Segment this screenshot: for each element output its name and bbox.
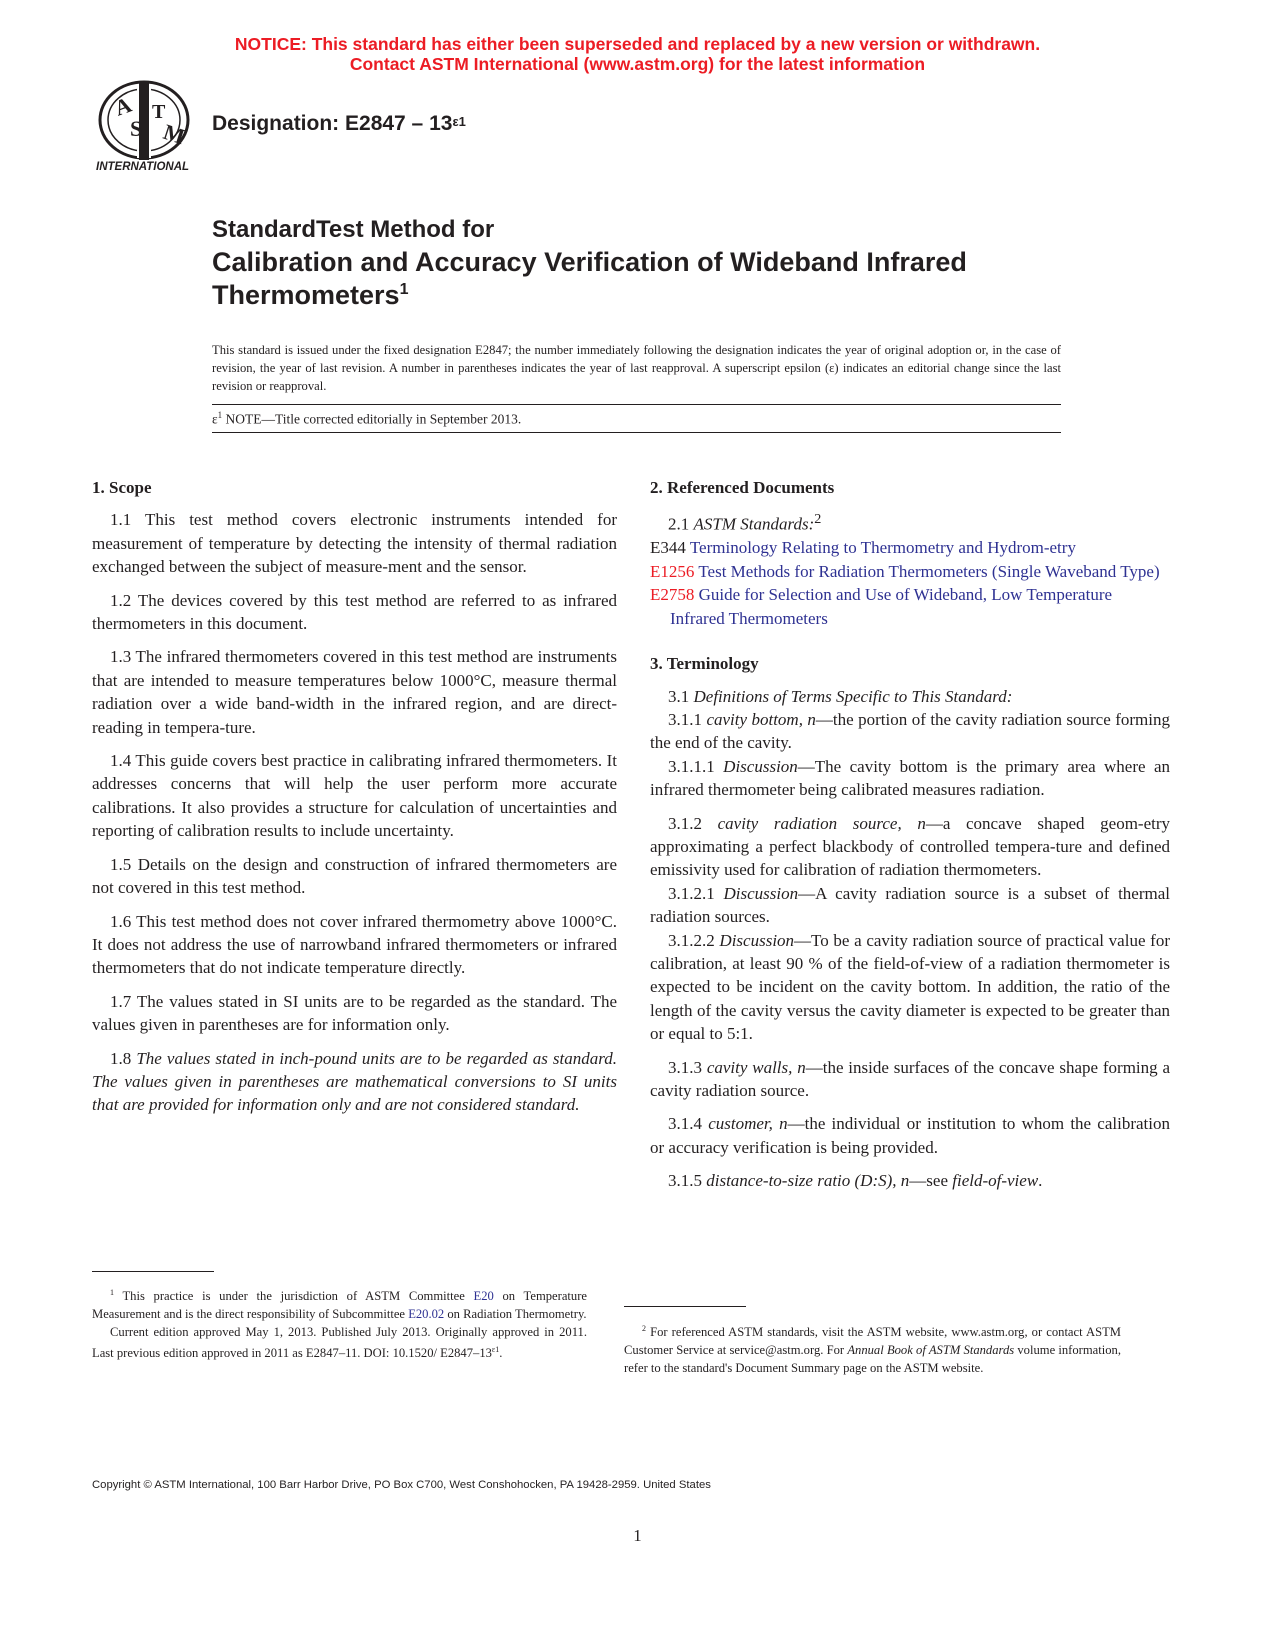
term-end: . bbox=[1038, 1171, 1043, 1191]
reference-link[interactable]: Guide for Selection and Use of Wideband, Low Temperature Infrared Thermometers bbox=[670, 585, 1113, 628]
term-name: customer, n bbox=[708, 1114, 788, 1134]
discussion-label: Discussion bbox=[719, 930, 795, 950]
scope-paragraph-1-2: 1.2 The devices covered by this test method are referred to as infrared thermometers in this document. bbox=[92, 590, 617, 634]
editorial-note-mark-sup: 1 bbox=[217, 410, 223, 420]
scope-paragraph-1-3: 1.3 The infrared thermometers covered in this test method are instruments that are intended to measure temperatures below 1000°C, measure thermal radiation over a wide band-width in the infrared region, and are direct-reading in tempera-ture. bbox=[92, 647, 617, 737]
astm-standards-footnote-mark: 2 bbox=[814, 511, 822, 528]
scope-paragraph-1-8-text: The values stated in inch-pound units are to be regarded as standard. The values given in parentheses are mathematical conversions to SI units that are provided for information only and are not considered standard. bbox=[92, 1048, 617, 1115]
footnote-1-jurisdiction bbox=[92, 1284, 587, 1323]
astm-logo-mark bbox=[92, 80, 204, 178]
term-3-1-2-2 bbox=[650, 929, 1170, 1046]
withdrawal-notice bbox=[0, 34, 1275, 74]
reference-link[interactable]: Test Methods for Radiation Thermometers (Single Waveband Type) bbox=[698, 561, 1160, 581]
committee-link[interactable]: E20 bbox=[473, 1289, 494, 1304]
discussion-label: Discussion bbox=[723, 883, 799, 903]
discussion-text: —A cavity radiation source is a subset of thermal radiation sources. bbox=[650, 883, 1171, 927]
term-number: 3.1 bbox=[668, 686, 694, 706]
footnote-text: on Temperature Measurement and is the direct responsibility of Subcommittee bbox=[92, 1289, 587, 1322]
footnote-approval-text: Current edition approved May 1, 2013. Published July 2013. Originally approved in 2011. Last previous edition approved in 2011 as E2847–11. DOI: 10.1520/ E2847–13 bbox=[92, 1325, 587, 1361]
reference-e344 bbox=[650, 536, 1170, 559]
term-name: cavity bottom, n bbox=[706, 709, 816, 729]
editorial-note-mark: ε bbox=[212, 411, 218, 427]
left-column bbox=[92, 476, 617, 1127]
scope-paragraph-1-8 bbox=[92, 1047, 617, 1117]
term-definition: —see bbox=[909, 1171, 953, 1191]
logo-caption: INTERNATIONAL bbox=[96, 161, 190, 173]
scope-paragraph-1-6: 1.6 This test method does not cover infrared thermometry above 1000°C. It does not address the use of narrowband infrared thermometers or infrared thermometers that do not indicate temperature directly. bbox=[92, 911, 617, 978]
term-number: 3.1.1 bbox=[668, 709, 707, 729]
term-number: 3.1.5 bbox=[668, 1171, 707, 1191]
reference-e1256 bbox=[650, 560, 1170, 583]
subcommittee-link[interactable]: E20.02 bbox=[408, 1307, 445, 1322]
title-line-3: Thermometers bbox=[212, 280, 400, 310]
term-definition: —the individual or institution to whom the calibration or accuracy verification is being provided. bbox=[650, 1114, 1170, 1157]
discussion-text: —To be a cavity radiation source of practical value for calibration, at least 90 % of the field-of-view of a radiation thermometer is expected to be incident on the cavity bottom. In addition, the ratio of the length of the cavity versus the cavity diameter is expected to be greater than or equal to 5:1. bbox=[650, 930, 1170, 1044]
term-number: 3.1.1.1 bbox=[668, 756, 724, 776]
title-line-2: Calibration and Accuracy Verification of Wideband Infrared bbox=[212, 247, 967, 277]
notice-line-2: Contact ASTM International (www.astm.org) for the latest information bbox=[349, 54, 926, 74]
footnote-1 bbox=[92, 1284, 587, 1362]
logo-letter-s: S bbox=[130, 116, 143, 141]
page-number: 1 bbox=[633, 1526, 642, 1545]
term-name: distance-to-size ratio (D:S), n bbox=[706, 1171, 910, 1191]
reference-e2758 bbox=[650, 583, 1170, 630]
footnote-text: For referenced ASTM standards, visit the ASTM website, www.astm.org, or contact ASTM Customer Service at service@astm.org. For bbox=[624, 1325, 1121, 1358]
term-3-1-3 bbox=[650, 1056, 1170, 1103]
footnote-approval-epsilon: ε1 bbox=[491, 1345, 500, 1355]
term-number: 3.1.2.1 bbox=[668, 883, 724, 903]
footnote-rule-left bbox=[92, 1271, 214, 1272]
footnote-italic: Annual Book of ASTM Standards bbox=[847, 1343, 1015, 1358]
logo-letter-m: M bbox=[160, 118, 188, 150]
term-label: Definitions of Terms Specific to This Standard: bbox=[693, 686, 1013, 706]
section-heading-terminology: 3. Terminology bbox=[650, 654, 759, 674]
reference-link[interactable]: Terminology Relating to Thermometry and Hydrom-etry bbox=[689, 538, 1076, 558]
title-main bbox=[212, 246, 1092, 316]
astm-standards-label: ASTM Standards: bbox=[693, 515, 815, 535]
term-3-1-5 bbox=[650, 1169, 1170, 1192]
term-name: cavity radiation source, n bbox=[717, 813, 926, 833]
term-3-1-4 bbox=[650, 1112, 1170, 1159]
scope-paragraph-1-1: 1.1 This test method covers electronic instruments intended for measurement of temperature by detecting the intensity of thermal radiation exchanged between the subject of measure-ment and the sensor. bbox=[92, 510, 617, 577]
term-see-reference: field-of-view bbox=[952, 1171, 1039, 1191]
footnote-rule-right bbox=[624, 1306, 746, 1307]
footnote-2-text bbox=[624, 1320, 1121, 1377]
term-definition: —a concave shaped geom-etry approximating a perfect blackbody of controlled tempera-ture and defined emissivity used for calibration of radiation thermometers. bbox=[650, 813, 1171, 880]
reference-designation: E2758 bbox=[650, 585, 695, 605]
right-column bbox=[650, 476, 1170, 1203]
term-number: 3.1.4 bbox=[668, 1114, 709, 1134]
term-number: 3.1.3 bbox=[668, 1057, 707, 1077]
footnote-approval-end: . bbox=[499, 1346, 503, 1361]
term-definition: —the portion of the cavity radiation source forming the end of the cavity. bbox=[650, 709, 1170, 753]
title-line-1: StandardTest Method for bbox=[212, 216, 495, 243]
reference-designation: E1256 bbox=[650, 561, 695, 581]
logo-letter-a: A bbox=[111, 91, 135, 121]
scope-paragraph-1-7: 1.7 The values stated in SI units are to be regarded as the standard. The values given in parentheses are for information only. bbox=[92, 991, 617, 1035]
footnote-mark: 1 bbox=[110, 1288, 114, 1297]
scope-paragraph-1-4: 1.4 This guide covers best practice in calibrating infrared thermometers. It addresses concerns that will help the user perform more accurate calibrations. It also provides a structure for calculation of uncertainties and reporting of calibration results to include uncertainty. bbox=[92, 751, 617, 841]
term-3-1-1 bbox=[650, 708, 1170, 755]
discussion-label: Discussion bbox=[723, 756, 798, 776]
term-number: 3.1.2.2 bbox=[668, 930, 720, 950]
editorial-note-text: NOTE—Title corrected editorially in September 2013. bbox=[222, 411, 522, 427]
term-3-1-2 bbox=[650, 812, 1170, 882]
footnote-text: volume information, refer to the standard's Document Summary page on the ASTM website. bbox=[624, 1343, 1121, 1376]
designation-label: Designation: E2847 – 13 bbox=[212, 112, 453, 135]
reference-designation: E344 bbox=[650, 538, 686, 558]
designation-epsilon: ε1 bbox=[452, 114, 466, 129]
footnote-mark: 2 bbox=[642, 1324, 646, 1333]
term-3-1 bbox=[650, 685, 1170, 708]
scope-paragraph-1-5: 1.5 Details on the design and construction of infrared thermometers are not covered in this test method. bbox=[92, 854, 617, 898]
title-footnote-mark: 1 bbox=[399, 281, 409, 298]
editorial-note bbox=[212, 410, 521, 428]
logo-letter-t: T bbox=[152, 101, 166, 123]
divider-rule bbox=[212, 404, 1061, 405]
term-name: cavity walls, n bbox=[706, 1057, 806, 1077]
footnote-text: on Radiation Thermometry. bbox=[444, 1307, 587, 1322]
term-3-1-2-1 bbox=[650, 882, 1170, 929]
astm-logo bbox=[92, 80, 204, 178]
footnote-2 bbox=[624, 1320, 1121, 1377]
notice-line-1: NOTICE: This standard has either been superseded and replaced by a new version or withdrawn. bbox=[234, 34, 1041, 54]
term-number: 3.1.2 bbox=[668, 813, 718, 833]
term-definition: —the inside surfaces of the concave shape forming a cavity radiation source. bbox=[650, 1057, 1171, 1100]
footnote-text: This practice is under the jurisdiction of ASTM Committee bbox=[114, 1289, 474, 1304]
footnote-1-approval bbox=[92, 1323, 587, 1362]
section-heading-scope: 1. Scope bbox=[92, 478, 152, 497]
astm-standards-number: 2.1 bbox=[668, 515, 694, 535]
document-title bbox=[212, 214, 1092, 316]
issuance-statement: This standard is issued under the fixed designation E2847; the number immediately following the designation indicates the year of original adoption or, in the case of revision, the year of last revision. A number in parentheses indicates the year of last reapproval. A superscript epsilon (ε) indicates an editorial change since the last revision or reapproval. bbox=[212, 343, 1061, 393]
divider-rule bbox=[212, 432, 1061, 433]
scope-paragraph-1-8-number: 1.8 bbox=[110, 1048, 137, 1068]
term-3-1-1-1 bbox=[650, 755, 1170, 802]
discussion-text: —The cavity bottom is the primary area where an infrared thermometer being calibrated measures radiation. bbox=[650, 756, 1171, 800]
copyright-line: Copyright © ASTM International, 100 Barr Harbor Drive, PO Box C700, West Conshohocken, PA 19428-2959. United States bbox=[92, 1479, 711, 1491]
section-heading-referenced-documents: 2. Referenced Documents bbox=[650, 478, 835, 497]
astm-standards-subheading bbox=[650, 508, 1170, 536]
designation bbox=[212, 112, 466, 136]
